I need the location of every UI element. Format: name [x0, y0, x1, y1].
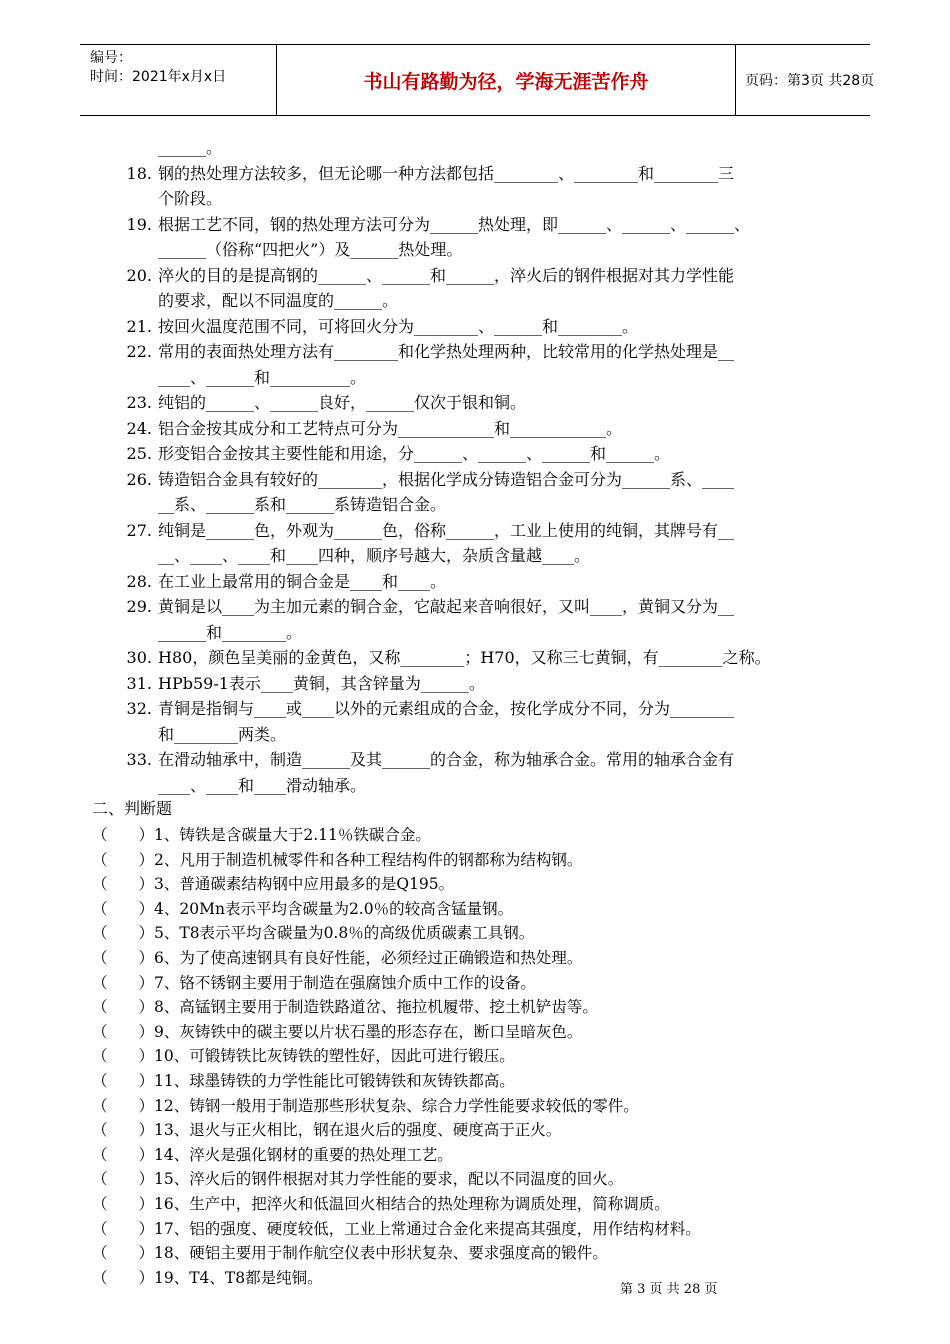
- question-text: __系、______系和______系铸造铝合金。: [158, 495, 447, 514]
- judgment-item: （ ）15、淬火后的钢件根据对其力学性能的要求，配以不同温度的回火。: [92, 1170, 624, 1189]
- question-number: 21.: [126, 316, 152, 336]
- question-number: 32.: [126, 699, 152, 718]
- page-header: [80, 44, 875, 116]
- judgment-item: （ ）8、高锰钢主要用于制造铁路道岔、拖拉机履带、挖土机铲齿等。: [92, 998, 598, 1017]
- question-number: 31.: [126, 673, 152, 693]
- judgment-item: （ ）18、硬铝主要用于制作航空仪表中形状复杂、要求强度高的锻件。: [92, 1244, 608, 1263]
- judgment-item: （ ）19、T4、T8都是纯铜。: [92, 1268, 323, 1287]
- judgment-item: （ ）17、铝的强度、硬度较低，工业上常通过合金化来提高其强度，用作结构材料。: [92, 1219, 701, 1238]
- question-text: 常用的表面热处理方法有________和化学热处理两种，比较常用的化学热处理是__: [158, 342, 735, 361]
- question-number: 26.: [126, 469, 152, 489]
- question-text: 纯铜是______色，外观为______色，俗称______，工业上使用的纯铜，其牌号有__: [158, 520, 735, 540]
- judgment-item: （ ）11、球墨铸铁的力学性能比可锻铸铁和灰铸铁都高。: [92, 1072, 515, 1090]
- question-text: 按回火温度范围不同，可将回火分为________、______和________。: [158, 316, 639, 336]
- question-text: 淬火的目的是提高钢的______、______和______，淬火后的钢件根据对其力学性能: [158, 265, 735, 285]
- question-text: 黄铜是以____为主加元素的铜合金，它敲起来音响很好，又叫____，黄铜又分为__: [158, 597, 735, 616]
- question-number: 24.: [126, 418, 152, 438]
- question-text: ______和________。: [158, 622, 303, 642]
- question-text: 根据工艺不同，钢的热处理方法可分为______热处理，即______、______、______、: [158, 214, 751, 234]
- judgment-item: （ ）12、铸钢一般用于制造那些形状复杂、综合力学性能要求较低的零件。: [92, 1096, 639, 1115]
- judgment-item: （ ）10、可锻铸铁比灰铸铁的塑性好，因此可进行锻压。: [92, 1047, 515, 1066]
- judgment-item: （ ）7、铬不锈钢主要用于制造在强腐蚀介质中工作的设备。: [92, 973, 536, 992]
- question-text: 纯铝的______、______良好，______仅次于银和铜。: [158, 393, 527, 412]
- section-title: 二、判断题: [92, 799, 173, 818]
- question-text: H80，颜色呈美丽的金黄色，又称________；H70，又称三七黄铜，有________之称。: [158, 648, 771, 667]
- judgment-item: （ ）4、20Mn表示平均含碳量为2.0％的较高含锰量钢。: [92, 899, 514, 918]
- time-label: 时间：2021年x月x日: [90, 69, 227, 85]
- question-text: 个阶段。: [158, 189, 223, 208]
- judgment-item: （ ）2、凡用于制造机械零件和各种工程结构件的钢都称为结构钢。: [92, 850, 583, 869]
- question-text: 在工业上最常用的铜合金是____和____。: [158, 571, 447, 591]
- question-number: 30.: [126, 648, 152, 667]
- question-text: 钢的热处理方法较多，但无论哪一种方法都包括________、________和________三: [158, 163, 735, 183]
- question-number: 20.: [126, 265, 152, 285]
- header-motto: 书山有路勤为径，学海无涯苦作舟: [276, 45, 736, 115]
- question-text: ____、____和____滑动轴承。: [158, 775, 367, 795]
- question-text: 形变铝合金按其主要性能和用途，分______、______、______和______。: [158, 444, 671, 463]
- question-text: ______。: [158, 138, 223, 157]
- question-text: ____、______和__________。: [158, 367, 367, 387]
- judgment-item: （ ）16、生产中，把淬火和低温回火相结合的热处理称为调质处理，简称调质。: [92, 1195, 670, 1213]
- page-footer: 第 3 页 共 28 页: [620, 1282, 718, 1297]
- question-text: 铸造铝合金具有较好的________，根据化学成分铸造铝合金可分为______系、____: [158, 469, 735, 489]
- question-number: 33.: [126, 750, 152, 769]
- question-number: 29.: [126, 597, 152, 616]
- question-text: 青铜是指铜与____或____以外的元素组成的合金，按化学成分不同，分为________: [158, 699, 735, 718]
- question-text: 的要求，配以不同温度的______。: [158, 291, 399, 310]
- question-number: 19.: [126, 214, 152, 234]
- question-text: 铝合金按其成分和工艺特点可分为____________和____________。: [158, 418, 623, 438]
- question-number: 28.: [126, 571, 152, 591]
- judgment-item: （ ）14、淬火是强化钢材的重要的热处理工艺。: [92, 1145, 453, 1164]
- question-number: 18.: [126, 163, 152, 183]
- question-text: 在滑动轴承中，制造______及其______的合金，称为轴承合金。常用的轴承合金有: [158, 750, 735, 769]
- question-text: __、____、____和____四种，顺序号越大，杂质含量越____。: [158, 546, 591, 565]
- question-number: 25.: [126, 444, 152, 463]
- question-text: 和________两类。: [158, 724, 287, 744]
- judgment-item: （ ）9、灰铸铁中的碳主要以片状石墨的形态存在，断口呈暗灰色。: [92, 1022, 583, 1041]
- header-page-info: 页码：第3页 共28页: [745, 73, 875, 89]
- question-number: 23.: [126, 393, 152, 412]
- judgment-item: （ ）13、退火与正火相比，钢在退火后的强度、硬度高于正火。: [92, 1121, 562, 1140]
- question-text: ______（俗称“四把火”）及______热处理。: [158, 240, 463, 259]
- judgment-item: （ ）6、为了使高速钢具有良好性能，必须经过正确锻造和热处理。: [92, 949, 583, 967]
- judgment-item: （ ）3、普通碳素结构钢中应用最多的是Q195。: [92, 875, 455, 894]
- question-text: HPb59-1表示____黄铜，其含锌量为______。: [158, 673, 485, 693]
- question-number: 27.: [126, 520, 152, 540]
- judgment-item: （ ）1、铸铁是含碳量大于2.11％铁碳合金。: [92, 826, 431, 844]
- code-label: 编号：: [90, 50, 132, 66]
- judgment-item: （ ）5、T8表示平均含碳量为0.8％的高级优质碳素工具钢。: [92, 924, 535, 943]
- header-left: [80, 45, 276, 115]
- question-number: 22.: [126, 342, 152, 361]
